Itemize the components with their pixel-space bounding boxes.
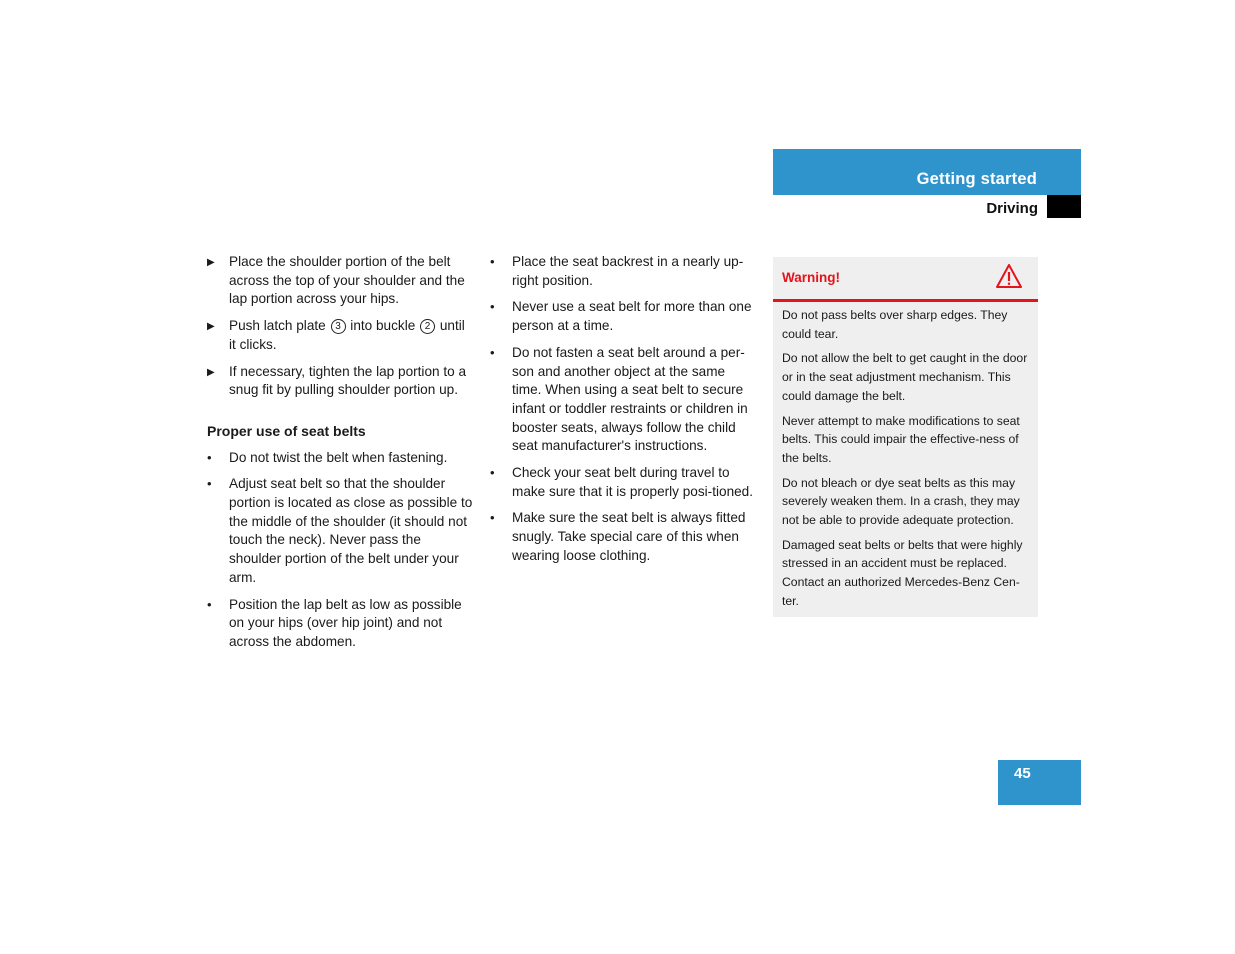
page-number: 45	[1014, 765, 1031, 782]
instruction-step	[207, 363, 473, 400]
step-text-pre: Push latch plate	[229, 318, 326, 334]
bullet-icon: •	[207, 476, 212, 492]
middle-column	[490, 253, 758, 574]
list-item	[207, 475, 473, 587]
warning-body	[782, 306, 1032, 617]
list-item-text: Never use a seat belt for more than one person at a time.	[512, 299, 752, 334]
bullet-icon: •	[490, 465, 495, 481]
reference-number-buckle: 2	[420, 319, 435, 334]
step-text: Place the shoulder portion of the belt across the top of your shoulder and the lap portion across your hips.	[229, 254, 465, 307]
instruction-step	[207, 317, 473, 354]
thumb-tab-marker	[1047, 195, 1081, 218]
reference-number-latch-plate: 3	[331, 319, 346, 334]
step-text-post: until it clicks.	[229, 318, 465, 352]
list-item-text: Place the seat backrest in a nearly up-right position.	[512, 254, 744, 288]
warning-paragraph: Damaged seat belts or belts that were highly stressed in an accident must be replaced. Contact an authorized Mercedes-Benz Cen-ter.	[782, 537, 1023, 608]
list-item-text: Make sure the seat belt is always fitted snugly. Take special care of this when wearing loose clothing.	[512, 510, 746, 563]
chapter-header-band	[773, 149, 1081, 195]
triangle-bullet-icon: ▶	[207, 366, 215, 378]
warning-triangle-icon	[995, 263, 1023, 289]
warning-box	[773, 257, 1038, 617]
bullet-icon: •	[490, 510, 495, 526]
step-text-mid: into buckle	[350, 318, 416, 334]
list-item-text: Adjust seat belt so that the shoulder portion is located as close as possible to the middle of the shoulder (it should not touch the neck). Never pass the shoulder portion of the belt under your arm.	[229, 476, 473, 585]
list-item	[490, 344, 758, 456]
page-number-badge	[998, 760, 1081, 805]
bullet-icon: •	[490, 344, 495, 360]
section-heading: Proper use of seat belts	[207, 422, 366, 439]
instruction-step	[207, 253, 473, 309]
list-item	[490, 298, 758, 335]
bullet-icon: •	[207, 596, 212, 612]
triangle-bullet-icon: ▶	[207, 321, 215, 333]
warning-paragraph: Do not allow the belt to get caught in the door or in the seat adjustment mechanism. This could damage the belt.	[782, 351, 1028, 403]
warning-label: Warning!	[782, 270, 840, 285]
bullet-icon: •	[490, 299, 495, 315]
list-item	[490, 509, 758, 565]
left-column	[207, 253, 473, 660]
list-item	[207, 596, 473, 652]
triangle-bullet-icon: ▶	[207, 257, 215, 268]
warning-header	[773, 257, 1038, 302]
list-item	[490, 253, 758, 290]
warning-paragraph: Never attempt to make modifications to seat belts. This could impair the effective-ness of the belts.	[782, 413, 1020, 465]
list-item-text: Do not twist the belt when fastening.	[229, 449, 448, 465]
bullet-icon: •	[490, 254, 495, 269]
warning-paragraph: Do not pass belts over sharp edges. They could tear.	[782, 308, 1008, 341]
chapter-title: Getting started	[916, 170, 1037, 188]
list-item	[490, 464, 758, 501]
list-item	[207, 449, 473, 468]
list-item-text: Position the lap belt as low as possible on your hips (over hip joint) and not across the abdomen.	[229, 596, 462, 649]
list-item-text: Do not fasten a seat belt around a per-son and another object at the same time. When using a seat belt to secure infant or toddler restraints or children in booster seats, always follow the child seat manufacturer's instructions.	[512, 344, 748, 454]
section-title: Driving	[986, 200, 1038, 217]
bullet-icon: •	[207, 449, 212, 465]
step-text: If necessary, tighten the lap portion to a snug fit by pulling shoulder portion up.	[229, 363, 467, 398]
warning-paragraph: Do not bleach or dye seat belts as this may severely weaken them. In a crash, they may not be able to provide adequate protection.	[782, 475, 1020, 528]
list-item-text: Check your seat belt during travel to make sure that it is properly posi-tioned.	[512, 465, 754, 499]
